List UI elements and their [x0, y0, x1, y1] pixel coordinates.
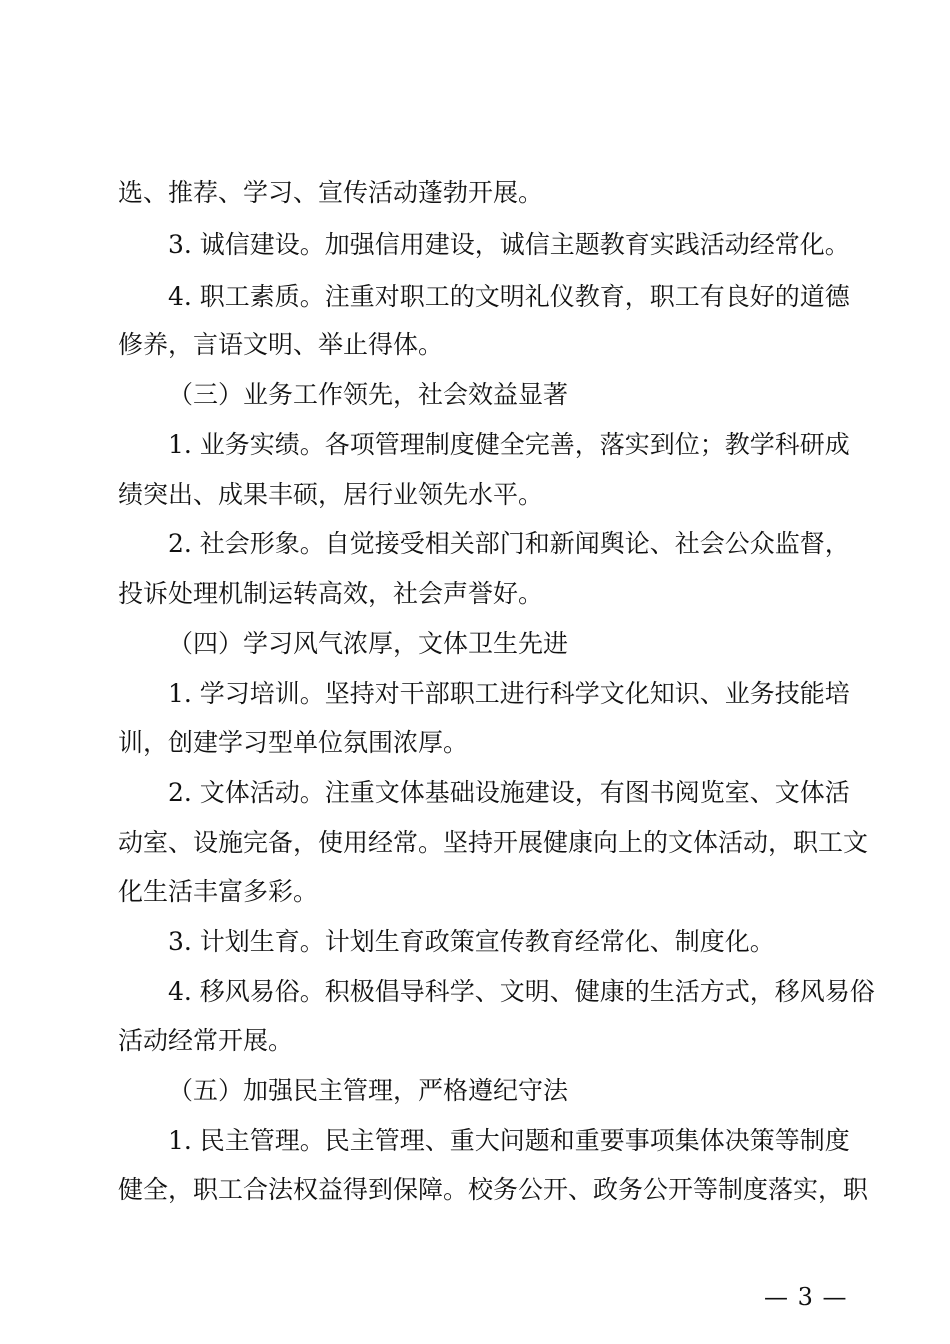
item-line: 4. 职工素质。注重对职工的文明礼仪教育，职工有良好的道德 [168, 282, 850, 311]
body-line: 绩突出、成果丰硕，居行业领先水平。 [118, 480, 544, 509]
item-line: 1. 民主管理。民主管理、重大问题和重要事项集体决策等制度 [168, 1126, 850, 1155]
section-heading: （三）业务工作领先，社会效益显著 [168, 380, 569, 409]
body-line: 活动经常开展。 [118, 1026, 294, 1055]
item-line: 2. 社会形象。自觉接受相关部门和新闻舆论、社会公众监督， [168, 529, 850, 558]
section-heading: （五）加强民主管理，严格遵纪守法 [168, 1076, 569, 1105]
item-line: 3. 计划生育。计划生育政策宣传教育经常化、制度化。 [168, 927, 775, 956]
item-line: 3. 诚信建设。加强信用建设，诚信主题教育实践活动经常化。 [168, 230, 850, 259]
body-line: 投诉处理机制运转高效，社会声誉好。 [118, 579, 544, 608]
item-line: 1. 业务实绩。各项管理制度健全完善，落实到位；教学科研成 [168, 430, 850, 459]
body-line: 选、推荐、学习、宣传活动蓬勃开展。 [118, 178, 544, 207]
body-line: 修养，言语文明、举止得体。 [118, 330, 444, 359]
item-line: 4. 移风易俗。积极倡导科学、文明、健康的生活方式，移风易俗 [168, 977, 875, 1006]
page-number: — 3 — [764, 1283, 848, 1311]
item-line: 1. 学习培训。坚持对干部职工进行科学文化知识、业务技能培 [168, 679, 850, 708]
body-line: 化生活丰富多彩。 [118, 877, 319, 906]
body-line: 训，创建学习型单位氛围浓厚。 [118, 728, 469, 757]
body-line: 健全，职工合法权益得到保障。校务公开、政务公开等制度落实，职 [118, 1175, 869, 1204]
section-heading: （四）学习风气浓厚，文体卫生先进 [168, 629, 569, 658]
body-line: 动室、设施完备，使用经常。坚持开展健康向上的文体活动，职工文 [118, 828, 869, 857]
item-line: 2. 文体活动。注重文体基础设施建设，有图书阅览室、文体活 [168, 778, 850, 807]
